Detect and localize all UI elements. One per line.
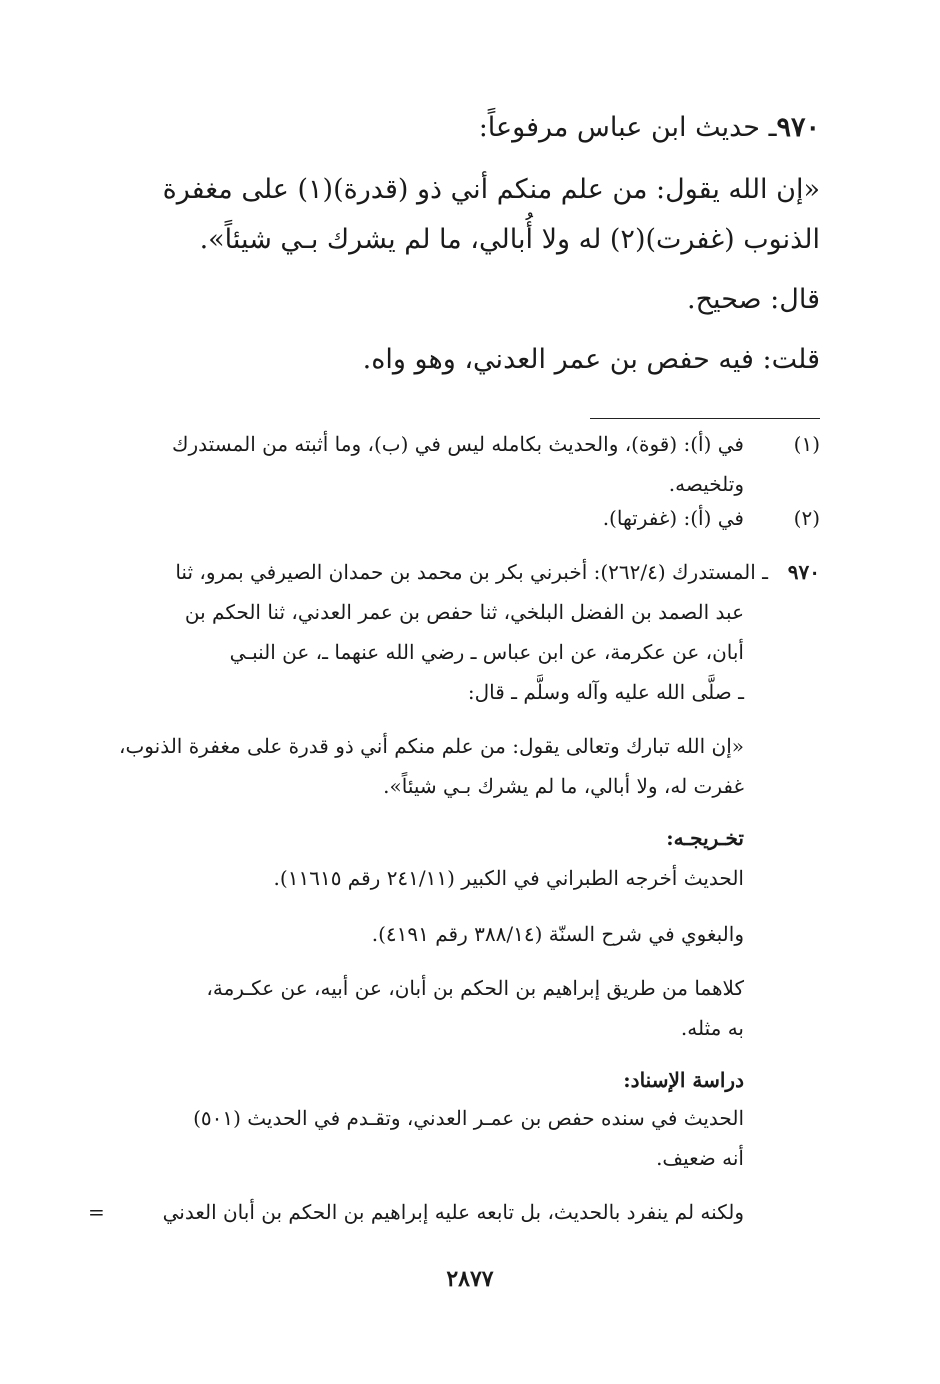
- matn-line-1: «إن الله تبارك وتعالى يقول: من علم منكم أني ذو قدرة على مغفرة الذنوب،: [119, 734, 744, 758]
- footnote-1-line-1: في (أ): (قوة)، والحديث بكامله ليس في (ب)، وما أثبته من المستدرك: [172, 432, 744, 456]
- dirasa-heading: دراسة الإسناد:: [623, 1068, 744, 1092]
- hadith-heading-text: ـ حديث ابن عباس مرفوعاً:: [478, 112, 777, 143]
- matn-line-2: غفرت له، ولا أبالي، ما لم يشرك بـي شيئاً».: [383, 774, 744, 798]
- footnote-1-line-2: وتلخيصه.: [668, 472, 744, 496]
- hadith-number: ٩٧٠: [776, 112, 820, 143]
- isnad-line-2: عبد الصمد بن الفضل البلخي، ثنا حفص بن عمر العدني، ثنا الحكم بن: [184, 600, 744, 624]
- takhrij-line-3: كلاهما من طريق إبراهيم بن الحكم بن أبان، عن أبيه، عن عكـرمة،: [206, 976, 744, 1000]
- takhrij-line-2: والبغوي في شرح السنّة (٣٨٨/١٤ رقم ٤١٩١).: [371, 922, 744, 946]
- takhrij-line-1: الحديث أخرجه الطبراني في الكبير (٢٤١/١١ رقم ١١٦١٥).: [273, 866, 744, 890]
- hadith-text-line-2: الذنوب (غفرت)(٢) له ولا أُبالي، ما لم يشرك بـي شيئاً».: [199, 224, 820, 255]
- footnote-1-number: (١): [793, 432, 820, 456]
- dirasa-line-1: الحديث في سنده حفص بن عمـر العدني، وتقـدم في الحديث (٥٠١): [193, 1106, 744, 1130]
- isnad-line-1: ـ المستدرك (٢٦٢/٤): أخبرني بكر بن محمد بن حمدان الصيرفي بمرو، ثنا: [175, 560, 768, 584]
- author-comment: قلت: فيه حفص بن عمر العدني، وهو واه.: [362, 344, 820, 375]
- hadith-heading: [479, 112, 820, 143]
- commentary-number: ٩٧٠: [787, 560, 820, 584]
- footnote-2-number: (٢): [793, 506, 820, 530]
- footnote-2-line-1: في (أ): (غفرتها).: [602, 506, 744, 530]
- takhrij-heading: تخـريجـه:: [666, 826, 744, 850]
- page-number: ٢٨٧٧: [446, 1266, 494, 1292]
- dirasa-line-3: ولكنه لم ينفرد بالحديث، بل تابعه عليه إبراهيم بن الحكم بن أبان العدني: [162, 1200, 744, 1224]
- isnad-line-4: ـ صلَّى الله عليه وآله وسلَّم ـ قال:: [467, 680, 744, 704]
- takhrij-line-4: به مثله.: [680, 1016, 744, 1040]
- isnad-line-3: أبان، عن عكرمة، عن ابن عباس ـ رضي الله عنهما ـ، عن النبـي: [229, 640, 744, 664]
- footnote-divider: [590, 418, 820, 419]
- grading-statement: قال: صحيح.: [687, 284, 820, 315]
- dirasa-line-2: أنه ضعيف.: [656, 1146, 744, 1170]
- hadith-text-line-1: «إن الله يقول: من علم منكم أني ذو (قدرة)(١) على مغفرة: [162, 174, 820, 205]
- continuation-mark: =: [88, 1200, 105, 1224]
